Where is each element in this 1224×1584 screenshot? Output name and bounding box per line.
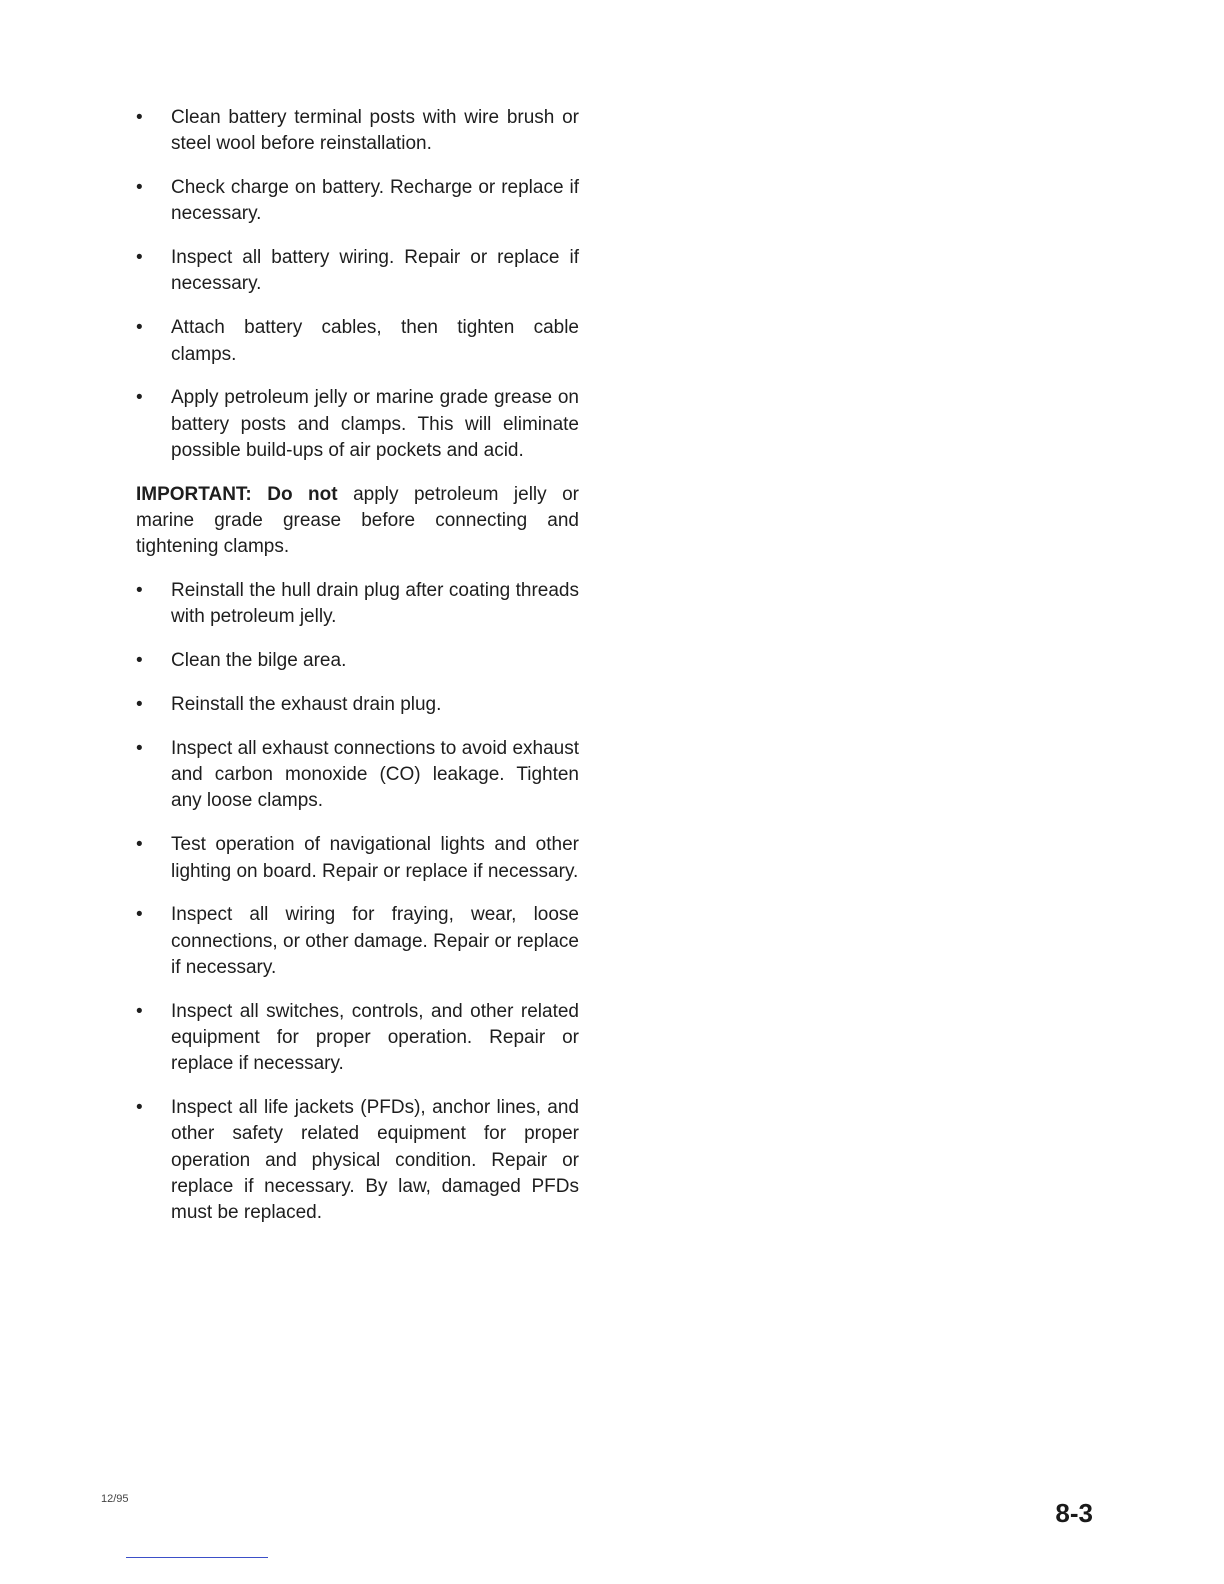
bullet-icon: • <box>136 834 143 856</box>
bullet-icon: • <box>136 1000 143 1022</box>
list-item <box>136 902 579 981</box>
bullet-icon: • <box>136 1097 143 1119</box>
list-item-text: Apply petroleum jelly or marine grade grease on battery posts and clamps. This will eliminate possible build-ups of air pockets and acid. <box>171 387 579 461</box>
list-item <box>136 315 579 368</box>
bullet-icon: • <box>136 650 143 672</box>
bottom-rule <box>126 1557 268 1558</box>
list-item-text: Attach battery cables, then tighten cable clamps. <box>171 317 579 365</box>
list-item-text: Clean the bilge area. <box>171 650 347 672</box>
list-item-text: Check charge on battery. Recharge or replace if necessary. <box>171 177 579 225</box>
bullet-icon: • <box>136 387 143 409</box>
list-item-text: Inspect all exhaust connections to avoid exhaust and carbon monoxide (CO) leakage. Tighten any loose clamps. <box>171 737 579 812</box>
list-item <box>136 175 579 228</box>
important-emphasis: Do not <box>267 483 338 505</box>
bullet-icon: • <box>136 737 143 759</box>
list-item <box>136 692 579 718</box>
bullet-icon: • <box>136 177 143 199</box>
bullet-icon: • <box>136 904 143 926</box>
list-item <box>136 832 579 885</box>
list-item <box>136 648 579 674</box>
list-item <box>136 245 579 298</box>
page-number: 8-3 <box>1055 1498 1093 1528</box>
list-item <box>136 1095 579 1226</box>
bullet-icon: • <box>136 694 143 716</box>
list-item-text: Inspect all life jackets (PFDs), anchor lines, and other safety related equipment for proper operation and physical condition. Repair or replace if necessary. By law, damaged PFDs must be replaced. <box>171 1097 579 1224</box>
bullet-icon: • <box>136 317 143 339</box>
list-item-text: Inspect all wiring for fraying, wear, loose connections, or other damage. Repair or replace if necessary. <box>171 904 579 978</box>
list-item-text: Inspect all battery wiring. Repair or replace if necessary. <box>171 247 579 295</box>
list-item <box>136 578 579 631</box>
list-item <box>136 999 579 1078</box>
list-item-text: Clean battery terminal posts with wire brush or steel wool before reinstallation. <box>171 107 579 155</box>
list-item-text: Reinstall the exhaust drain plug. <box>171 694 442 716</box>
list-item <box>136 385 579 464</box>
list-item-text: Inspect all switches, controls, and other related equipment for proper operation. Repair or replace if necessary. <box>171 1000 579 1075</box>
list-item <box>136 736 579 815</box>
main-column <box>136 105 579 1244</box>
important-text: apply petroleum jelly or marine grade grease before connecting and tightening clamps. <box>136 483 580 558</box>
footer-date: 12/95 <box>101 1493 129 1505</box>
list-item-text: Test operation of navigational lights and other lighting on board. Repair or replace if necessary. <box>171 834 579 882</box>
bullet-icon: • <box>136 107 143 128</box>
important-note <box>136 482 579 561</box>
list-item-text: Reinstall the hull drain plug after coating threads with petroleum jelly. <box>171 580 579 628</box>
important-label: IMPORTANT: <box>136 483 252 505</box>
bullet-icon: • <box>136 247 143 269</box>
list-item <box>136 105 579 158</box>
bullet-icon: • <box>136 580 143 602</box>
